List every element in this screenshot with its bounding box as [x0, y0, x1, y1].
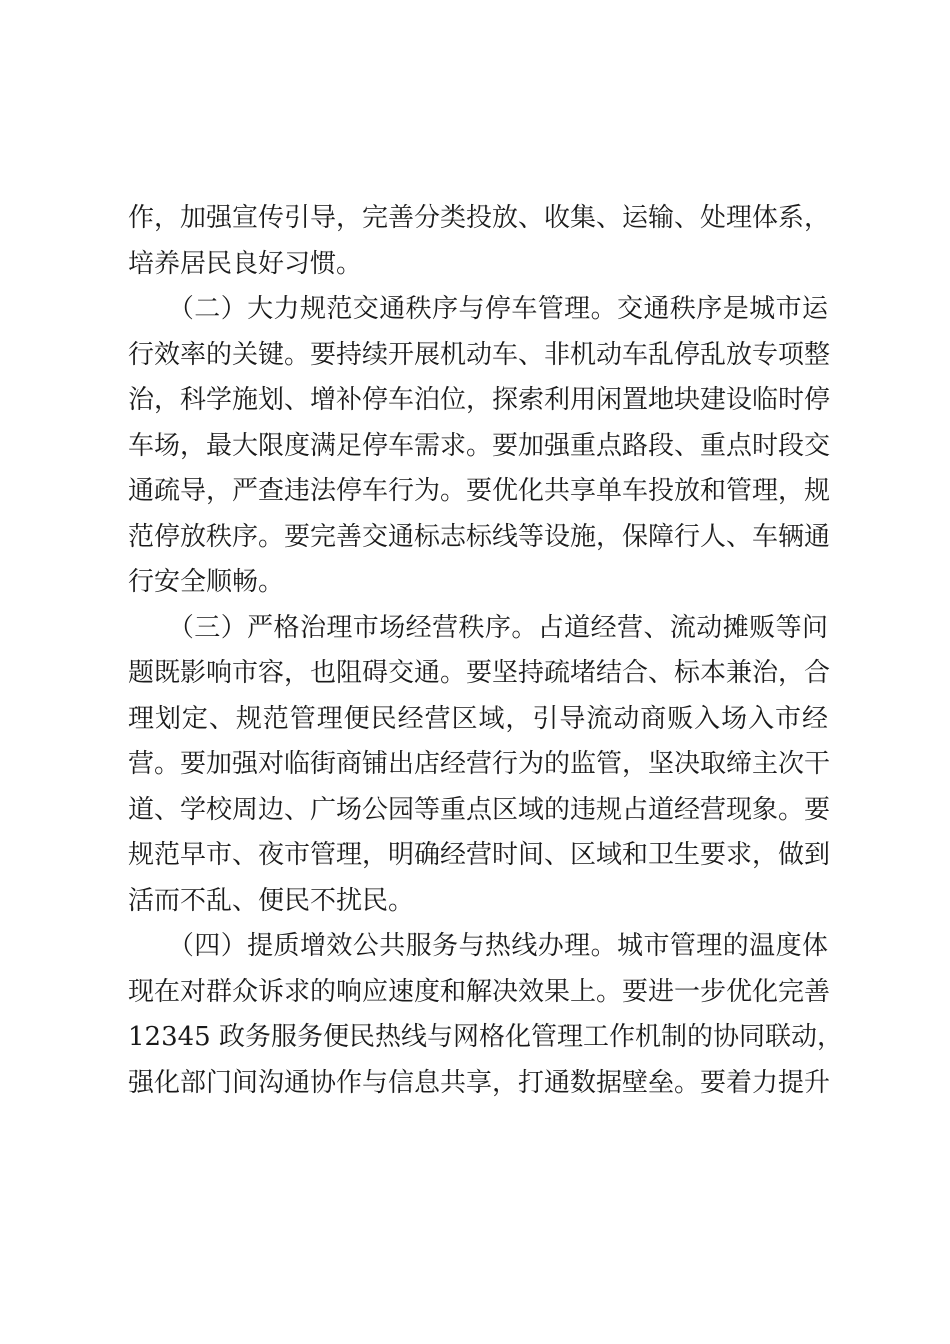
text-line: 车场，最大限度满足停车需求。要加强重点路段、重点时段交: [128, 430, 831, 461]
section-heading-line: （四）提质增效公共服务与热线办理。城市管理的温度体: [128, 931, 828, 961]
section-heading-line: （二）大力规范交通秩序与停车管理。交通秩序是城市运: [128, 294, 828, 324]
text-line: 行效率的关键。要持续开展机动车、非机动车乱停乱放专项整: [128, 339, 831, 370]
text-line: 培养居民良好习惯。: [128, 248, 363, 279]
paragraph-traffic-order: [128, 287, 831, 606]
paragraph-continuation: [128, 196, 831, 287]
text-line: 强化部门间沟通协作与信息共享，打通数据壁垒。要着力提升: [128, 1067, 831, 1098]
text-line: 理划定、规范管理便民经营区域，引导流动商贩入场入市经: [128, 703, 828, 734]
text-line: 营。要加强对临街商铺出店经营行为的监管，坚决取缔主次干: [128, 749, 831, 779]
document-page: [128, 196, 843, 1106]
paragraph-public-service: [128, 924, 843, 1106]
text-line: 规范早市、夜市管理，明确经营时间、区域和卫生要求，做到: [128, 840, 831, 870]
text-line: 行安全顺畅。: [128, 567, 285, 597]
text-line: 现在对群众诉求的响应速度和解决效果上。要进一步优化完善: [128, 976, 831, 1007]
text-line: 活而不乱、便民不扰民。: [128, 885, 415, 916]
section-heading-line: （三）严格治理市场经营秩序。占道经营、流动摊贩等问: [128, 612, 828, 643]
text-line: 治，科学施划、增补停车泊位，探索利用闲置地块建设临时停: [128, 385, 831, 415]
text-line: 通疏导，严查违法停车行为。要优化共享单车投放和管理，规: [128, 476, 831, 506]
text-line: 道、学校周边、广场公园等重点区域的违规占道经营现象。要: [128, 794, 831, 825]
text-line: 题既影响市容，也阻碍交通。要坚持疏堵结合、标本兼治，合: [128, 658, 831, 688]
paragraph-market-order: [128, 606, 831, 925]
text-line: 12345 政务服务便民热线与网格化管理工作机制的协同联动，: [128, 1022, 843, 1052]
text-line: 作，加强宣传引导，完善分类投放、收集、运输、处理体系，: [128, 203, 831, 233]
text-line: 范停放秩序。要完善交通标志标线等设施，保障行人、车辆通: [128, 521, 831, 552]
